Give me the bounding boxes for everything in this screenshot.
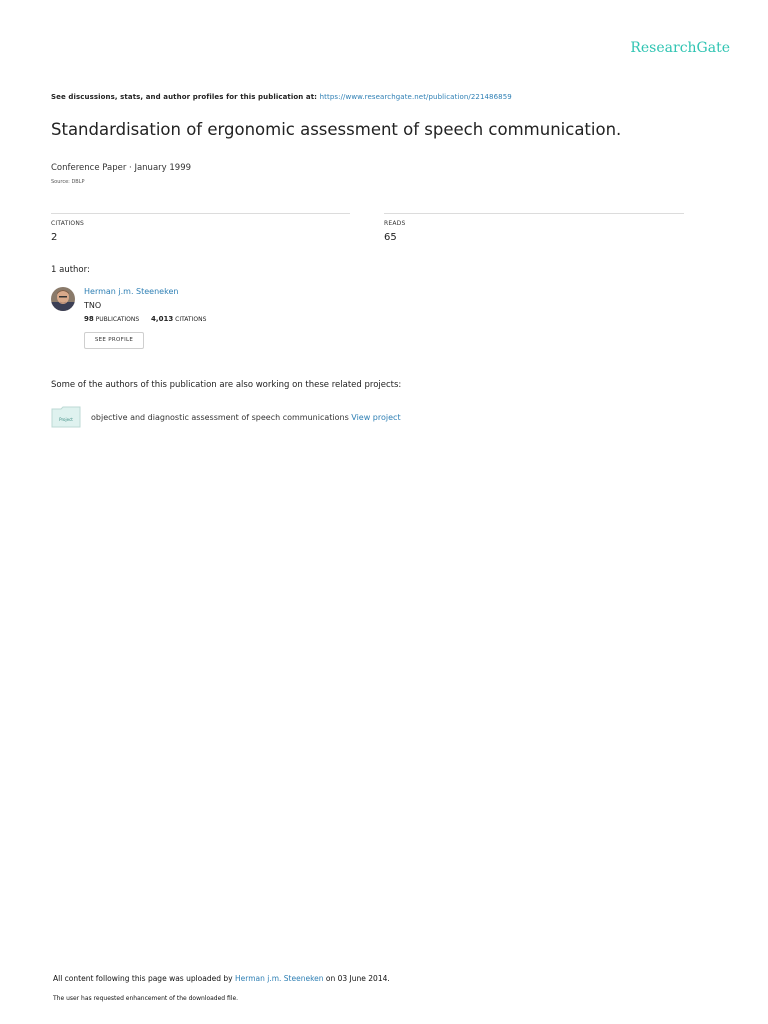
- publication-url-link[interactable]: https://www.researchgate.net/publication/221486859: [319, 93, 512, 101]
- discussion-line: [51, 93, 512, 101]
- author-photo-icon: [51, 287, 75, 311]
- author-citations-count: 4,013: [151, 315, 174, 323]
- author-metrics: [84, 315, 206, 323]
- project-item: [91, 413, 401, 422]
- folder-project-icon: [51, 406, 81, 428]
- uploader-link[interactable]: Herman j.m. Steeneken: [234, 974, 324, 983]
- publication-type-date: Conference Paper · January 1999: [51, 163, 192, 173]
- author-avatar[interactable]: [51, 287, 75, 311]
- see-profile-button[interactable]: SEE PROFILE: [84, 332, 144, 349]
- reads-divider: [384, 213, 684, 214]
- reads-label: READS: [384, 220, 406, 227]
- publication-source: Source: DBLP: [51, 179, 85, 185]
- view-project-link[interactable]: View project: [351, 413, 401, 422]
- author-publications-label: PUBLICATIONS: [95, 316, 140, 323]
- author-name-link[interactable]: Herman j.m. Steeneken: [84, 287, 179, 296]
- uploaded-by-line: [53, 974, 390, 983]
- enhancement-note: The user has requested enhancement of the downloaded file.: [53, 995, 239, 1002]
- citations-label: CITATIONS: [51, 220, 85, 227]
- author-institution: TNO: [84, 301, 102, 310]
- discussion-text: See discussions, stats, and author profiles for this publication at:: [51, 93, 318, 101]
- related-projects-heading: Some of the authors of this publication are also working on these related projects:: [51, 380, 402, 390]
- publication-title: Standardisation of ergonomic assessment of speech communication.: [51, 120, 622, 139]
- citations-divider: [51, 213, 350, 214]
- author-citations-label: CITATIONS: [175, 316, 207, 323]
- project-title: objective and diagnostic assessment of speech communications: [91, 413, 349, 422]
- uploaded-suffix: on 03 June 2014.: [325, 974, 390, 983]
- authors-count: 1 author:: [51, 265, 90, 275]
- citations-value: 2: [51, 232, 58, 243]
- project-icon-label: Project: [59, 417, 73, 422]
- researchgate-logo[interactable]: ResearchGate: [630, 40, 730, 56]
- author-publications-count: 98: [84, 315, 94, 323]
- reads-value: 65: [384, 232, 397, 243]
- uploaded-prefix: All content following this page was uploaded by: [53, 974, 233, 983]
